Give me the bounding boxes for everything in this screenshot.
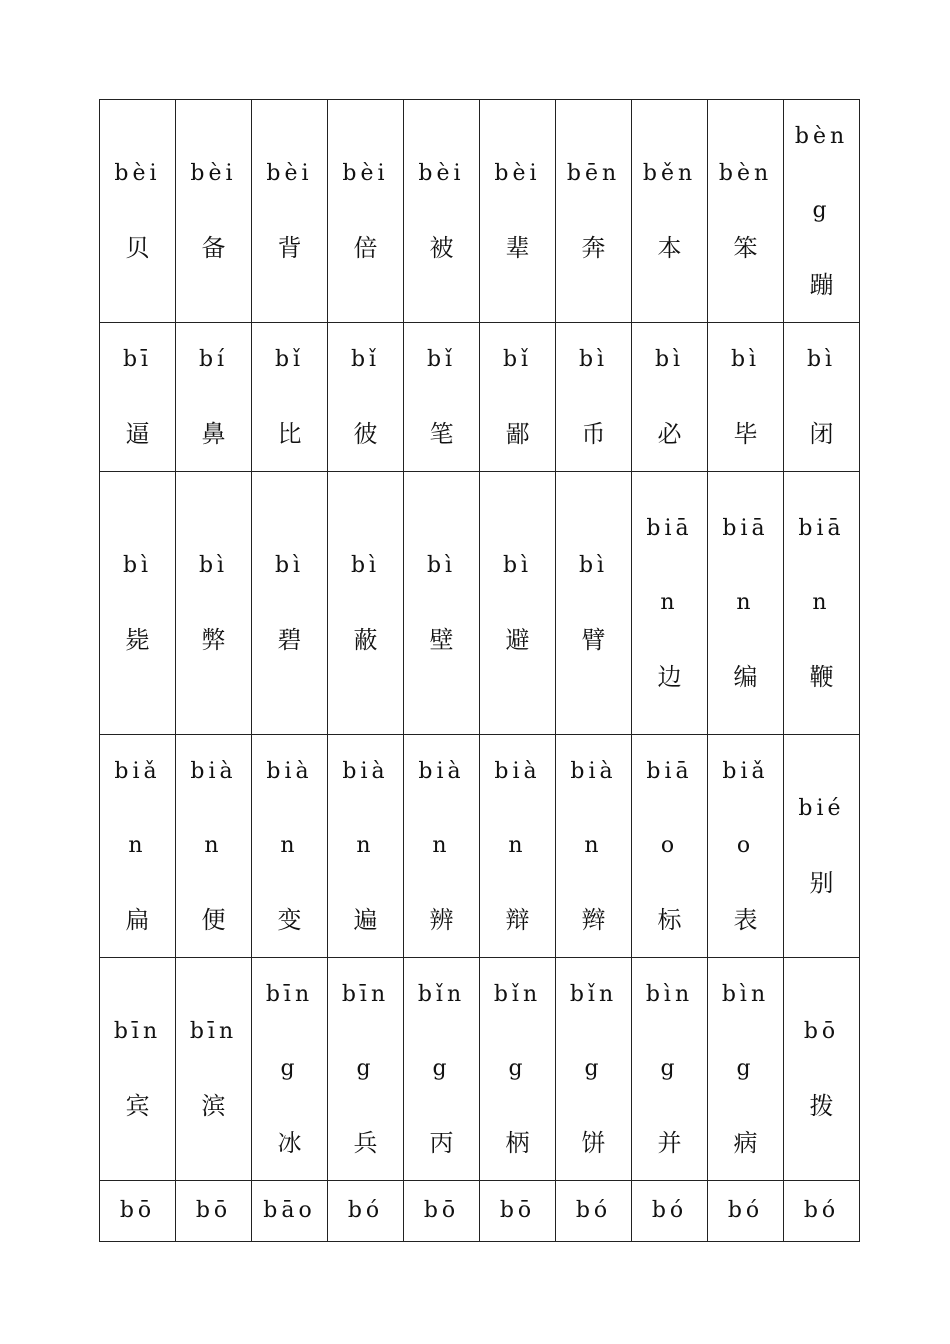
- table-cell: [100, 472, 176, 735]
- table-cell: [784, 323, 860, 472]
- pinyin-text: n: [128, 833, 147, 858]
- table-row: [100, 100, 860, 323]
- table-cell: [404, 735, 480, 958]
- hanzi-character: 毕: [733, 420, 758, 448]
- hanzi-character: 被: [429, 234, 454, 262]
- cell-content: [252, 137, 327, 285]
- cell-content: [176, 137, 251, 285]
- cell-content: [252, 323, 327, 471]
- pinyin-text: bià: [494, 759, 541, 784]
- table-cell: [404, 1181, 480, 1242]
- pinyin-text: bèi: [114, 161, 161, 186]
- table-cell: [556, 323, 632, 472]
- hanzi-character: 蹦: [809, 271, 834, 299]
- hanzi-character: 臂: [581, 626, 606, 654]
- pinyin-text: bō: [423, 1198, 460, 1223]
- table-cell: [708, 1181, 784, 1242]
- table-cell: [252, 958, 328, 1181]
- hanzi-character: 饼: [581, 1129, 606, 1157]
- pinyin-text: bì: [654, 347, 685, 372]
- pinyin-text: n: [204, 833, 223, 858]
- hanzi-character: 滨: [201, 1092, 226, 1120]
- pinyin-text: bì: [578, 347, 609, 372]
- hanzi-character: 拨: [809, 1092, 834, 1120]
- hanzi-character: 编: [733, 663, 758, 691]
- hanzi-character: 别: [809, 869, 834, 897]
- pinyin-text: bì: [198, 553, 229, 578]
- hanzi-character: 鼻: [201, 420, 226, 448]
- cell-content: [556, 529, 631, 677]
- hanzi-character: 逼: [125, 420, 150, 448]
- table-cell: [784, 472, 860, 735]
- pinyin-text: bǐ: [502, 347, 533, 372]
- table-cell: [176, 1181, 252, 1242]
- cell-content: [708, 323, 783, 471]
- table-cell: [100, 323, 176, 472]
- table-cell: [328, 1181, 404, 1242]
- table-cell: [404, 323, 480, 472]
- hanzi-character: 变: [277, 906, 302, 934]
- pinyin-text: n: [432, 833, 451, 858]
- pinyin-text: bīn: [341, 982, 390, 1007]
- cell-content: [480, 323, 555, 471]
- table-cell: [784, 1181, 860, 1242]
- cell-content: [328, 735, 403, 957]
- table-row: [100, 735, 860, 958]
- pinyin-text: o: [736, 833, 755, 858]
- pinyin-text: bì: [578, 553, 609, 578]
- hanzi-character: 柄: [505, 1129, 530, 1157]
- hanzi-character: 倍: [353, 234, 378, 262]
- hanzi-character: 蔽: [353, 626, 378, 654]
- table-cell: [556, 958, 632, 1181]
- cell-content: [556, 323, 631, 471]
- table-cell: [480, 323, 556, 472]
- cell-content: [784, 323, 859, 471]
- table-cell: [100, 100, 176, 323]
- pinyin-text: bǐn: [569, 982, 618, 1007]
- cell-content: [100, 529, 175, 677]
- hanzi-character: 辈: [505, 234, 530, 262]
- cell-content: [784, 1181, 859, 1241]
- pinyin-text: bià: [418, 759, 465, 784]
- cell-content: [328, 137, 403, 285]
- table-cell: [632, 735, 708, 958]
- pinyin-text: g: [280, 1056, 299, 1081]
- pinyin-text: bì: [122, 553, 153, 578]
- cell-content: [784, 492, 859, 714]
- table-cell: [328, 323, 404, 472]
- table-cell: [632, 1181, 708, 1242]
- pinyin-text: bīn: [189, 1019, 238, 1044]
- cell-content: [784, 995, 859, 1143]
- table-cell: [708, 735, 784, 958]
- hanzi-character: 便: [201, 906, 226, 934]
- cell-content: [176, 529, 251, 677]
- cell-content: [632, 1181, 707, 1241]
- pinyin-text: bō: [803, 1019, 840, 1044]
- pinyin-text: n: [356, 833, 375, 858]
- table-cell: [708, 100, 784, 323]
- hanzi-character: 毙: [125, 626, 150, 654]
- pinyin-text: bìn: [645, 982, 694, 1007]
- cell-content: [100, 735, 175, 957]
- cell-content: [176, 323, 251, 471]
- pinyin-text: bèn: [794, 124, 849, 149]
- table-cell: [632, 958, 708, 1181]
- cell-content: [784, 772, 859, 920]
- cell-content: [252, 1181, 327, 1241]
- pinyin-text: bié: [798, 796, 845, 821]
- pinyin-text: bēn: [566, 161, 621, 186]
- pinyin-text: biǎ: [114, 759, 161, 784]
- hanzi-character: 并: [657, 1129, 682, 1157]
- pinyin-text: n: [508, 833, 527, 858]
- table-cell: [328, 958, 404, 1181]
- cell-content: [556, 735, 631, 957]
- pinyin-text: bō: [499, 1198, 536, 1223]
- cell-content: [100, 995, 175, 1143]
- hanzi-character: 奔: [581, 234, 606, 262]
- table-cell: [404, 472, 480, 735]
- table-body: [100, 100, 860, 1242]
- hanzi-character: 标: [657, 906, 682, 934]
- table-cell: [784, 958, 860, 1181]
- pinyin-text: bīn: [265, 982, 314, 1007]
- pinyin-character-table: [99, 99, 860, 1242]
- hanzi-character: 币: [581, 420, 606, 448]
- pinyin-text: bǐn: [417, 982, 466, 1007]
- hanzi-character: 本: [657, 234, 682, 262]
- pinyin-text: bì: [350, 553, 381, 578]
- hanzi-character: 比: [277, 420, 302, 448]
- cell-content: [632, 735, 707, 957]
- cell-content: [632, 137, 707, 285]
- pinyin-text: bià: [266, 759, 313, 784]
- pinyin-text: n: [812, 590, 831, 615]
- table-cell: [708, 323, 784, 472]
- hanzi-character: 笨: [733, 234, 758, 262]
- pinyin-text: biā: [646, 516, 693, 541]
- pinyin-text: g: [660, 1056, 679, 1081]
- table-cell: [480, 1181, 556, 1242]
- hanzi-character: 弊: [201, 626, 226, 654]
- hanzi-character: 必: [657, 420, 682, 448]
- hanzi-character: 辫: [581, 906, 606, 934]
- hanzi-character: 鄙: [505, 420, 530, 448]
- pinyin-text: bèi: [190, 161, 237, 186]
- table-cell: [784, 100, 860, 323]
- pinyin-text: bō: [195, 1198, 232, 1223]
- pinyin-text: g: [736, 1056, 755, 1081]
- table-row: [100, 323, 860, 472]
- pinyin-text: bìn: [721, 982, 770, 1007]
- cell-content: [404, 137, 479, 285]
- table-cell: [632, 323, 708, 472]
- table-cell: [176, 100, 252, 323]
- hanzi-character: 贝: [125, 234, 150, 262]
- hanzi-character: 丙: [429, 1129, 454, 1157]
- cell-content: [556, 1181, 631, 1241]
- cell-content: [556, 137, 631, 285]
- cell-content: [252, 735, 327, 957]
- hanzi-character: 宾: [125, 1092, 150, 1120]
- cell-content: [328, 958, 403, 1180]
- table-cell: [632, 472, 708, 735]
- cell-content: [480, 1181, 555, 1241]
- hanzi-character: 鞭: [809, 663, 834, 691]
- cell-content: [480, 735, 555, 957]
- table-row: [100, 472, 860, 735]
- pinyin-text: biā: [722, 516, 769, 541]
- table-cell: [252, 735, 328, 958]
- pinyin-text: bì: [274, 553, 305, 578]
- cell-content: [328, 1181, 403, 1241]
- cell-content: [404, 323, 479, 471]
- table-row: [100, 958, 860, 1181]
- hanzi-character: 边: [657, 663, 682, 691]
- pinyin-text: bǐn: [493, 982, 542, 1007]
- pinyin-text: bǐ: [350, 347, 381, 372]
- hanzi-character: 表: [733, 906, 758, 934]
- pinyin-text: bià: [190, 759, 237, 784]
- cell-content: [328, 529, 403, 677]
- pinyin-text: biǎ: [722, 759, 769, 784]
- pinyin-text: g: [812, 198, 831, 223]
- hanzi-character: 闭: [809, 420, 834, 448]
- table-cell: [252, 100, 328, 323]
- pinyin-text: bià: [570, 759, 617, 784]
- table-cell: [252, 323, 328, 472]
- cell-content: [480, 529, 555, 677]
- table-cell: [176, 472, 252, 735]
- table-cell: [100, 958, 176, 1181]
- table-cell: [480, 735, 556, 958]
- hanzi-character: 遍: [353, 906, 378, 934]
- table-cell: [100, 1181, 176, 1242]
- pinyin-text: o: [660, 833, 679, 858]
- pinyin-text: biā: [646, 759, 693, 784]
- table-cell: [556, 472, 632, 735]
- cell-content: [252, 529, 327, 677]
- pinyin-text: bó: [651, 1198, 688, 1223]
- cell-content: [708, 137, 783, 285]
- cell-content: [176, 995, 251, 1143]
- table-cell: [556, 1181, 632, 1242]
- table-cell: [176, 323, 252, 472]
- pinyin-text: bǐ: [274, 347, 305, 372]
- pinyin-text: bǐ: [426, 347, 457, 372]
- pinyin-text: bèi: [342, 161, 389, 186]
- table-cell: [708, 472, 784, 735]
- pinyin-text: bià: [342, 759, 389, 784]
- hanzi-character: 碧: [277, 626, 302, 654]
- hanzi-character: 病: [733, 1129, 758, 1157]
- pinyin-text: bèn: [718, 161, 773, 186]
- table-cell: [404, 958, 480, 1181]
- pinyin-text: bō: [119, 1198, 156, 1223]
- cell-content: [556, 958, 631, 1180]
- hanzi-character: 笔: [429, 420, 454, 448]
- table-cell: [708, 958, 784, 1181]
- table-cell: [252, 472, 328, 735]
- hanzi-character: 壁: [429, 626, 454, 654]
- pinyin-text: běn: [642, 161, 697, 186]
- pinyin-text: bī: [122, 347, 153, 372]
- cell-content: [784, 100, 859, 322]
- pinyin-text: g: [432, 1056, 451, 1081]
- table-cell: [100, 735, 176, 958]
- table-cell: [328, 472, 404, 735]
- pinyin-text: n: [660, 590, 679, 615]
- cell-content: [100, 137, 175, 285]
- hanzi-character: 辨: [429, 906, 454, 934]
- pinyin-text: bèi: [494, 161, 541, 186]
- table-cell: [328, 735, 404, 958]
- hanzi-character: 兵: [353, 1129, 378, 1157]
- table-cell: [328, 100, 404, 323]
- table-cell: [784, 735, 860, 958]
- table-cell: [556, 735, 632, 958]
- pinyin-text: bì: [426, 553, 457, 578]
- hanzi-character: 备: [201, 234, 226, 262]
- table-cell: [480, 100, 556, 323]
- cell-content: [632, 323, 707, 471]
- pinyin-text: biā: [798, 516, 845, 541]
- table-cell: [176, 735, 252, 958]
- cell-content: [252, 958, 327, 1180]
- pinyin-text: n: [736, 590, 755, 615]
- pinyin-text: n: [280, 833, 299, 858]
- cell-content: [176, 1181, 251, 1241]
- pinyin-text: g: [356, 1056, 375, 1081]
- cell-content: [632, 492, 707, 714]
- pinyin-text: bí: [198, 347, 229, 372]
- pinyin-text: bāo: [263, 1198, 316, 1223]
- table-cell: [252, 1181, 328, 1242]
- pinyin-text: bó: [803, 1198, 840, 1223]
- hanzi-character: 扁: [125, 906, 150, 934]
- cell-content: [176, 735, 251, 957]
- pinyin-text: bèi: [266, 161, 313, 186]
- cell-content: [708, 735, 783, 957]
- cell-content: [632, 958, 707, 1180]
- cell-content: [480, 958, 555, 1180]
- cell-content: [708, 492, 783, 714]
- cell-content: [404, 735, 479, 957]
- table-cell: [176, 958, 252, 1181]
- pinyin-text: bó: [727, 1198, 764, 1223]
- pinyin-text: bèi: [418, 161, 465, 186]
- cell-content: [100, 1181, 175, 1241]
- cell-content: [328, 323, 403, 471]
- pinyin-text: g: [508, 1056, 527, 1081]
- table-cell: [480, 958, 556, 1181]
- cell-content: [100, 323, 175, 471]
- pinyin-text: bì: [730, 347, 761, 372]
- pinyin-text: n: [584, 833, 603, 858]
- table-cell: [404, 100, 480, 323]
- cell-content: [404, 1181, 479, 1241]
- pinyin-text: bó: [575, 1198, 612, 1223]
- hanzi-character: 背: [277, 234, 302, 262]
- cell-content: [480, 137, 555, 285]
- table-cell: [632, 100, 708, 323]
- pinyin-text: bīn: [113, 1019, 162, 1044]
- cell-content: [708, 958, 783, 1180]
- hanzi-character: 避: [505, 626, 530, 654]
- table-cell: [480, 472, 556, 735]
- pinyin-text: g: [584, 1056, 603, 1081]
- cell-content: [404, 529, 479, 677]
- cell-content: [708, 1181, 783, 1241]
- table-cell: [556, 100, 632, 323]
- table-row: [100, 1181, 860, 1242]
- hanzi-character: 彼: [353, 420, 378, 448]
- pinyin-text: bì: [502, 553, 533, 578]
- hanzi-character: 辩: [505, 906, 530, 934]
- cell-content: [404, 958, 479, 1180]
- hanzi-character: 冰: [277, 1129, 302, 1157]
- pinyin-text: bì: [806, 347, 837, 372]
- pinyin-text: bó: [347, 1198, 384, 1223]
